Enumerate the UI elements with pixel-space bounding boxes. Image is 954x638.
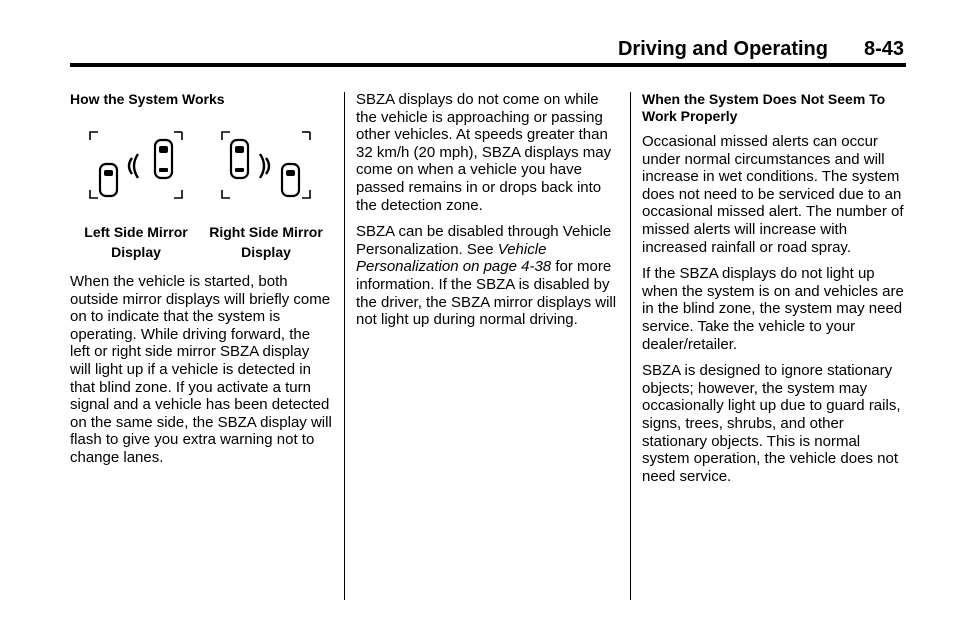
left-mirror-caption: Left Side Mirror Display — [84, 224, 188, 260]
page-number: 8-43 — [863, 38, 904, 60]
section-title: Driving and Operating — [617, 38, 828, 60]
body-paragraph: SBZA is designed to ignore stationary objects; however, the system may occasionally light up due to guard rails, signs, trees, shrubs, and other stationary objects. This is normal system operation, the vehicle does not need service. — [642, 362, 901, 485]
body-paragraph: If the SBZA displays do not light up when the system is on and vehicles are in the blind zone, the system may need service. Take the vehicle to your dealer/retailer. — [642, 265, 904, 353]
header-rule — [70, 63, 906, 67]
body-paragraph: Occasional missed alerts can occur under normal circumstances and will increase in wet conditions. The system does not need to be serviced due to an occasional missed alert. The number of missed alerts will increase with increased rainfall or road spray. — [642, 133, 904, 256]
left-mirror-display-icon — [90, 132, 182, 198]
column-divider — [630, 92, 631, 600]
section-heading: How the System Works — [70, 91, 225, 107]
column-2 — [356, 91, 618, 338]
column-1 — [70, 91, 332, 476]
section-heading: When the System Does Not Seem To Work Properly — [642, 91, 886, 124]
cross-reference-link[interactable]: Vehicle Personalization on page 4-38 — [356, 240, 552, 276]
sbza-mirror-illustration — [70, 110, 332, 200]
column-divider — [344, 92, 345, 600]
right-mirror-display-icon — [222, 132, 310, 198]
body-paragraph: SBZA can be disabled through Vehicle Personalization. See Vehicle Personalization on page 4-38 for more information. If the SBZA is disabled by the driver, the SBZA mirror displays will not light up during normal driving. — [356, 223, 617, 329]
page-header — [70, 34, 906, 64]
right-mirror-caption: Right Side Mirror Display — [209, 224, 323, 260]
body-paragraph: When the vehicle is started, both outside mirror displays will briefly come on to indicate that the system is operating. While driving forward, the left or right side mirror SBZA display will light up if a vehicle is detected in that blind zone. If you activate a turn signal and a vehicle has been detected on the same side, the SBZA display will flash to give you extra warning not to change lanes. — [70, 273, 332, 466]
column-3 — [642, 91, 910, 494]
body-paragraph: SBZA displays do not come on while the vehicle is approaching or passing other vehicles. At speeds greater than 32 km/h (20 mph), SBZA displays may come on when a vehicle you have passed remains in or drops back into the detection zone. — [356, 91, 612, 214]
figure-captions — [70, 222, 332, 264]
mirror-display-figure — [70, 110, 332, 200]
